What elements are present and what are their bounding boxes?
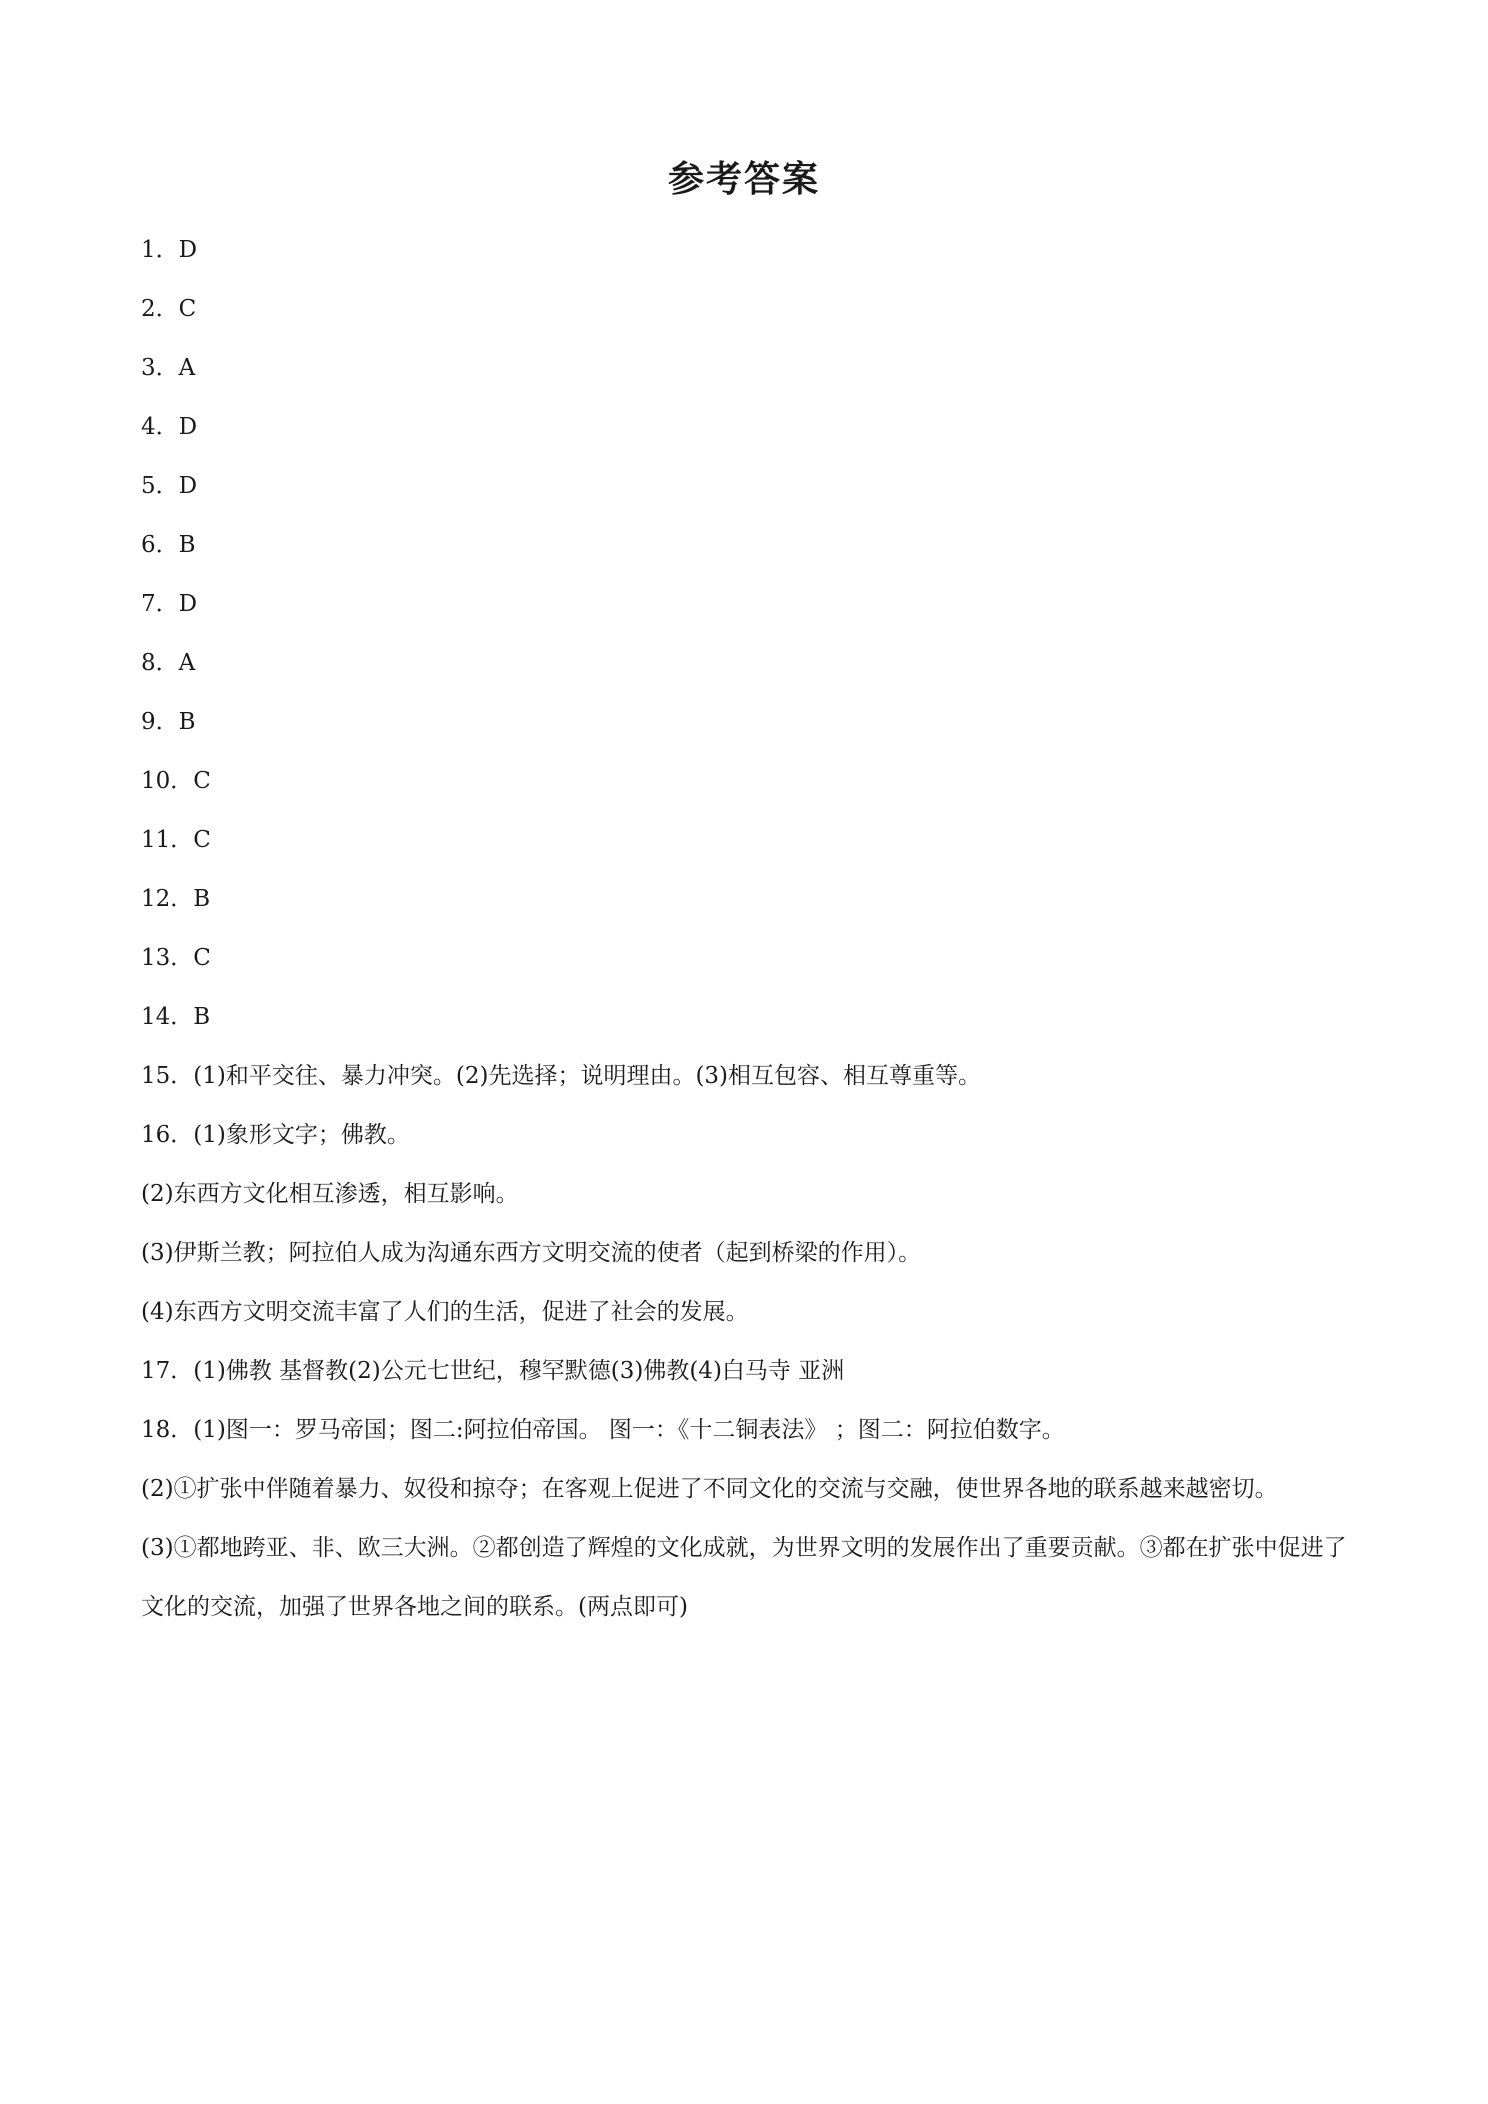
answer-item — [141, 1056, 1351, 1115]
answer-number: 16． — [141, 1122, 194, 1148]
answer-text: (1)佛教 基督教(2)公元七世纪，穆罕默德(3)佛教(4)白马寺 亚洲 — [193, 1358, 845, 1384]
answer-item — [141, 289, 1351, 348]
answer-text: B — [178, 532, 196, 558]
answer-text: (1)象形文字；佛教。 — [193, 1122, 410, 1148]
answer-number: 5． — [141, 473, 179, 499]
answer-subitem — [141, 1174, 1351, 1233]
answer-text: B — [193, 886, 211, 912]
answer-number: 1． — [141, 237, 179, 263]
answer-text: C — [193, 827, 211, 853]
answer-text: (1)图一：罗马帝国；图二:阿拉伯帝国。 图一：《十二铜表法》 ；图二：阿拉伯数字。 — [193, 1417, 1065, 1443]
answer-subitem — [141, 1519, 1351, 1637]
answer-item — [141, 584, 1351, 643]
answer-item — [141, 348, 1351, 407]
answer-text: (2)东西方文化相互渗透，相互影响。 — [141, 1181, 519, 1207]
answer-item — [141, 997, 1351, 1056]
answer-number: 6． — [141, 532, 179, 558]
answer-text: (4)东西方文明交流丰富了人们的生活，促进了社会的发展。 — [141, 1299, 749, 1325]
answer-text: B — [193, 1004, 211, 1030]
answer-number: 2． — [141, 296, 179, 322]
answer-item — [141, 1351, 1351, 1410]
answer-number: 12． — [141, 886, 194, 912]
answer-subitem — [141, 1292, 1351, 1351]
answer-item — [141, 230, 1351, 289]
answer-item — [141, 1115, 1351, 1174]
answer-number: 8． — [141, 650, 179, 676]
answer-subitem — [141, 1233, 1351, 1292]
answer-number: 18． — [141, 1417, 194, 1443]
answer-item — [141, 820, 1351, 879]
answer-item — [141, 879, 1351, 938]
answer-text: (2)①扩张中伴随着暴力、奴役和掠夺；在客观上促进了不同文化的交流与交融，使世界各地的联系越来越密切。 — [141, 1476, 1278, 1502]
answer-number: 15． — [141, 1063, 194, 1089]
answer-number: 9． — [141, 709, 179, 735]
answer-text: (3)①都地跨亚、非、欧三大洲。②都创造了辉煌的文化成就，为世界文明的发展作出了重要贡献。③都在扩张中促进了文化的交流，加强了世界各地之间的联系。(两点即可) — [141, 1535, 1347, 1620]
answer-item — [141, 407, 1351, 466]
answer-item — [141, 761, 1351, 820]
answer-number: 7． — [141, 591, 179, 617]
answer-text: A — [178, 355, 196, 381]
answer-text: D — [178, 237, 198, 263]
answer-number: 3． — [141, 355, 179, 381]
answer-item — [141, 938, 1351, 997]
page-title: 参考答案 — [667, 159, 820, 200]
answer-number: 4． — [141, 414, 179, 440]
answer-text: C — [193, 945, 211, 971]
answer-text: C — [193, 768, 211, 794]
answer-text: D — [178, 414, 198, 440]
answer-number: 10． — [141, 768, 194, 794]
answer-number: 14． — [141, 1004, 194, 1030]
answer-item — [141, 643, 1351, 702]
answer-text: B — [178, 709, 196, 735]
answer-text: A — [178, 650, 196, 676]
answer-number: 17． — [141, 1358, 194, 1384]
answer-item — [141, 466, 1351, 525]
answer-item — [141, 525, 1351, 584]
answer-text: C — [178, 296, 197, 322]
answer-number: 11． — [141, 827, 194, 853]
answer-text: (3)伊斯兰教；阿拉伯人成为沟通东西方文明交流的使者（起到桥梁的作用）。 — [141, 1240, 922, 1266]
answer-item — [141, 702, 1351, 761]
answer-text: D — [178, 591, 198, 617]
answer-list — [141, 230, 1351, 1646]
answer-text: (1)和平交往、暴力冲突。(2)先选择；说明理由。(3)相互包容、相互尊重等。 — [193, 1063, 982, 1089]
answer-text: D — [178, 473, 198, 499]
answer-subitem — [141, 1460, 1351, 1519]
answer-number: 13． — [141, 945, 194, 971]
